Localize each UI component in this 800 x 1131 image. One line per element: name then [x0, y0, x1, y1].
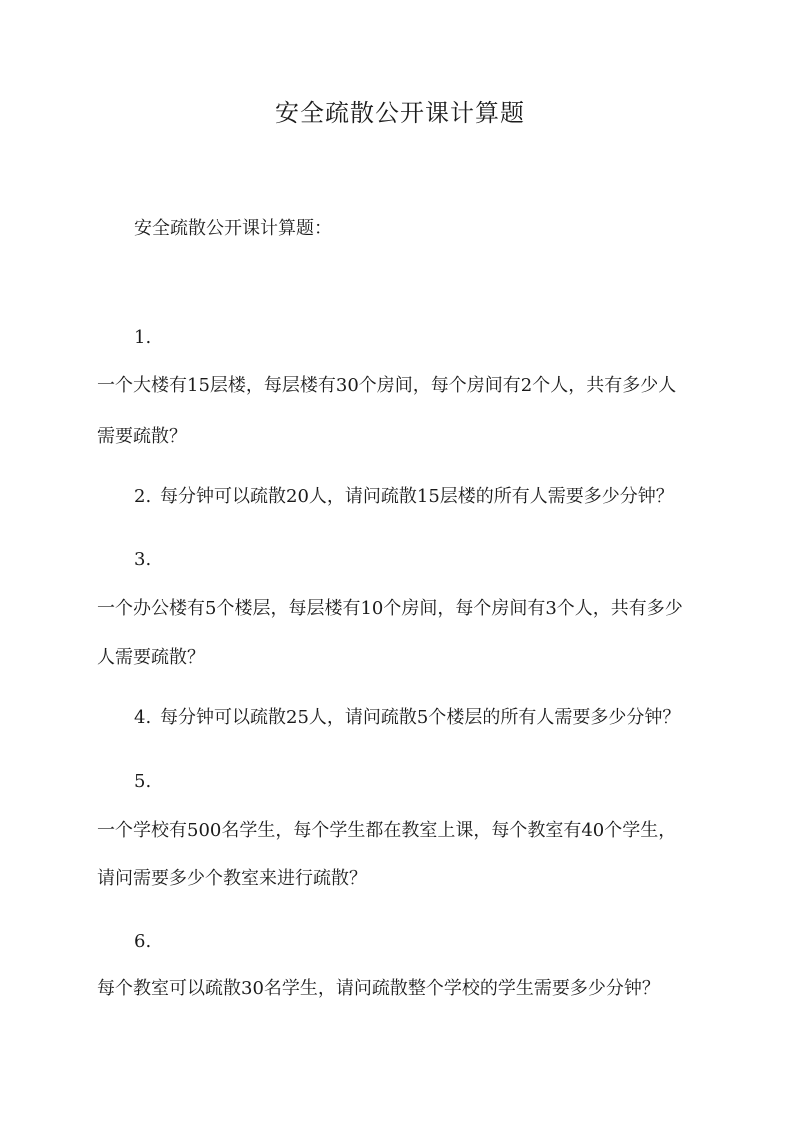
question-4-line-1: 每分钟可以疏散25人，请问疏散5个楼层的所有人需要多少分钟？ — [160, 707, 681, 728]
question-5-number: 5. — [134, 771, 152, 792]
question-6-line-1: 每个教室可以疏散30名学生，请问疏散整个学校的学生需要多少分钟？ — [97, 978, 660, 999]
intro-text: 安全疏散公开课计算题： — [134, 218, 332, 239]
question-4-number: 4. — [134, 707, 152, 728]
question-2-line-1: 每分钟可以疏散20人，请问疏散15层楼的所有人需要多少分钟？ — [160, 486, 674, 507]
question-6-number: 6. — [134, 931, 152, 952]
document-title: 安全疏散公开课计算题 — [275, 99, 525, 127]
question-3-line-1: 一个办公楼有5个楼层，每层楼有10个房间，每个房间有3个人，共有多少 — [97, 598, 683, 619]
question-5-line-2: 请问需要多少个教室来进行疏散？ — [97, 868, 367, 889]
question-2-number: 2. — [134, 486, 152, 507]
question-1-line-1: 一个大楼有15层楼，每层楼有30个房间，每个房间有2个人，共有多少人 — [97, 375, 677, 396]
question-1-number: 1. — [134, 327, 152, 348]
question-5-line-1: 一个学校有500名学生，每个学生都在教室上课，每个教室有40个学生， — [97, 820, 677, 841]
question-3-line-2: 人需要疏散？ — [97, 647, 205, 668]
question-1-line-2: 需要疏散？ — [97, 426, 187, 447]
question-3-number: 3. — [134, 549, 152, 570]
